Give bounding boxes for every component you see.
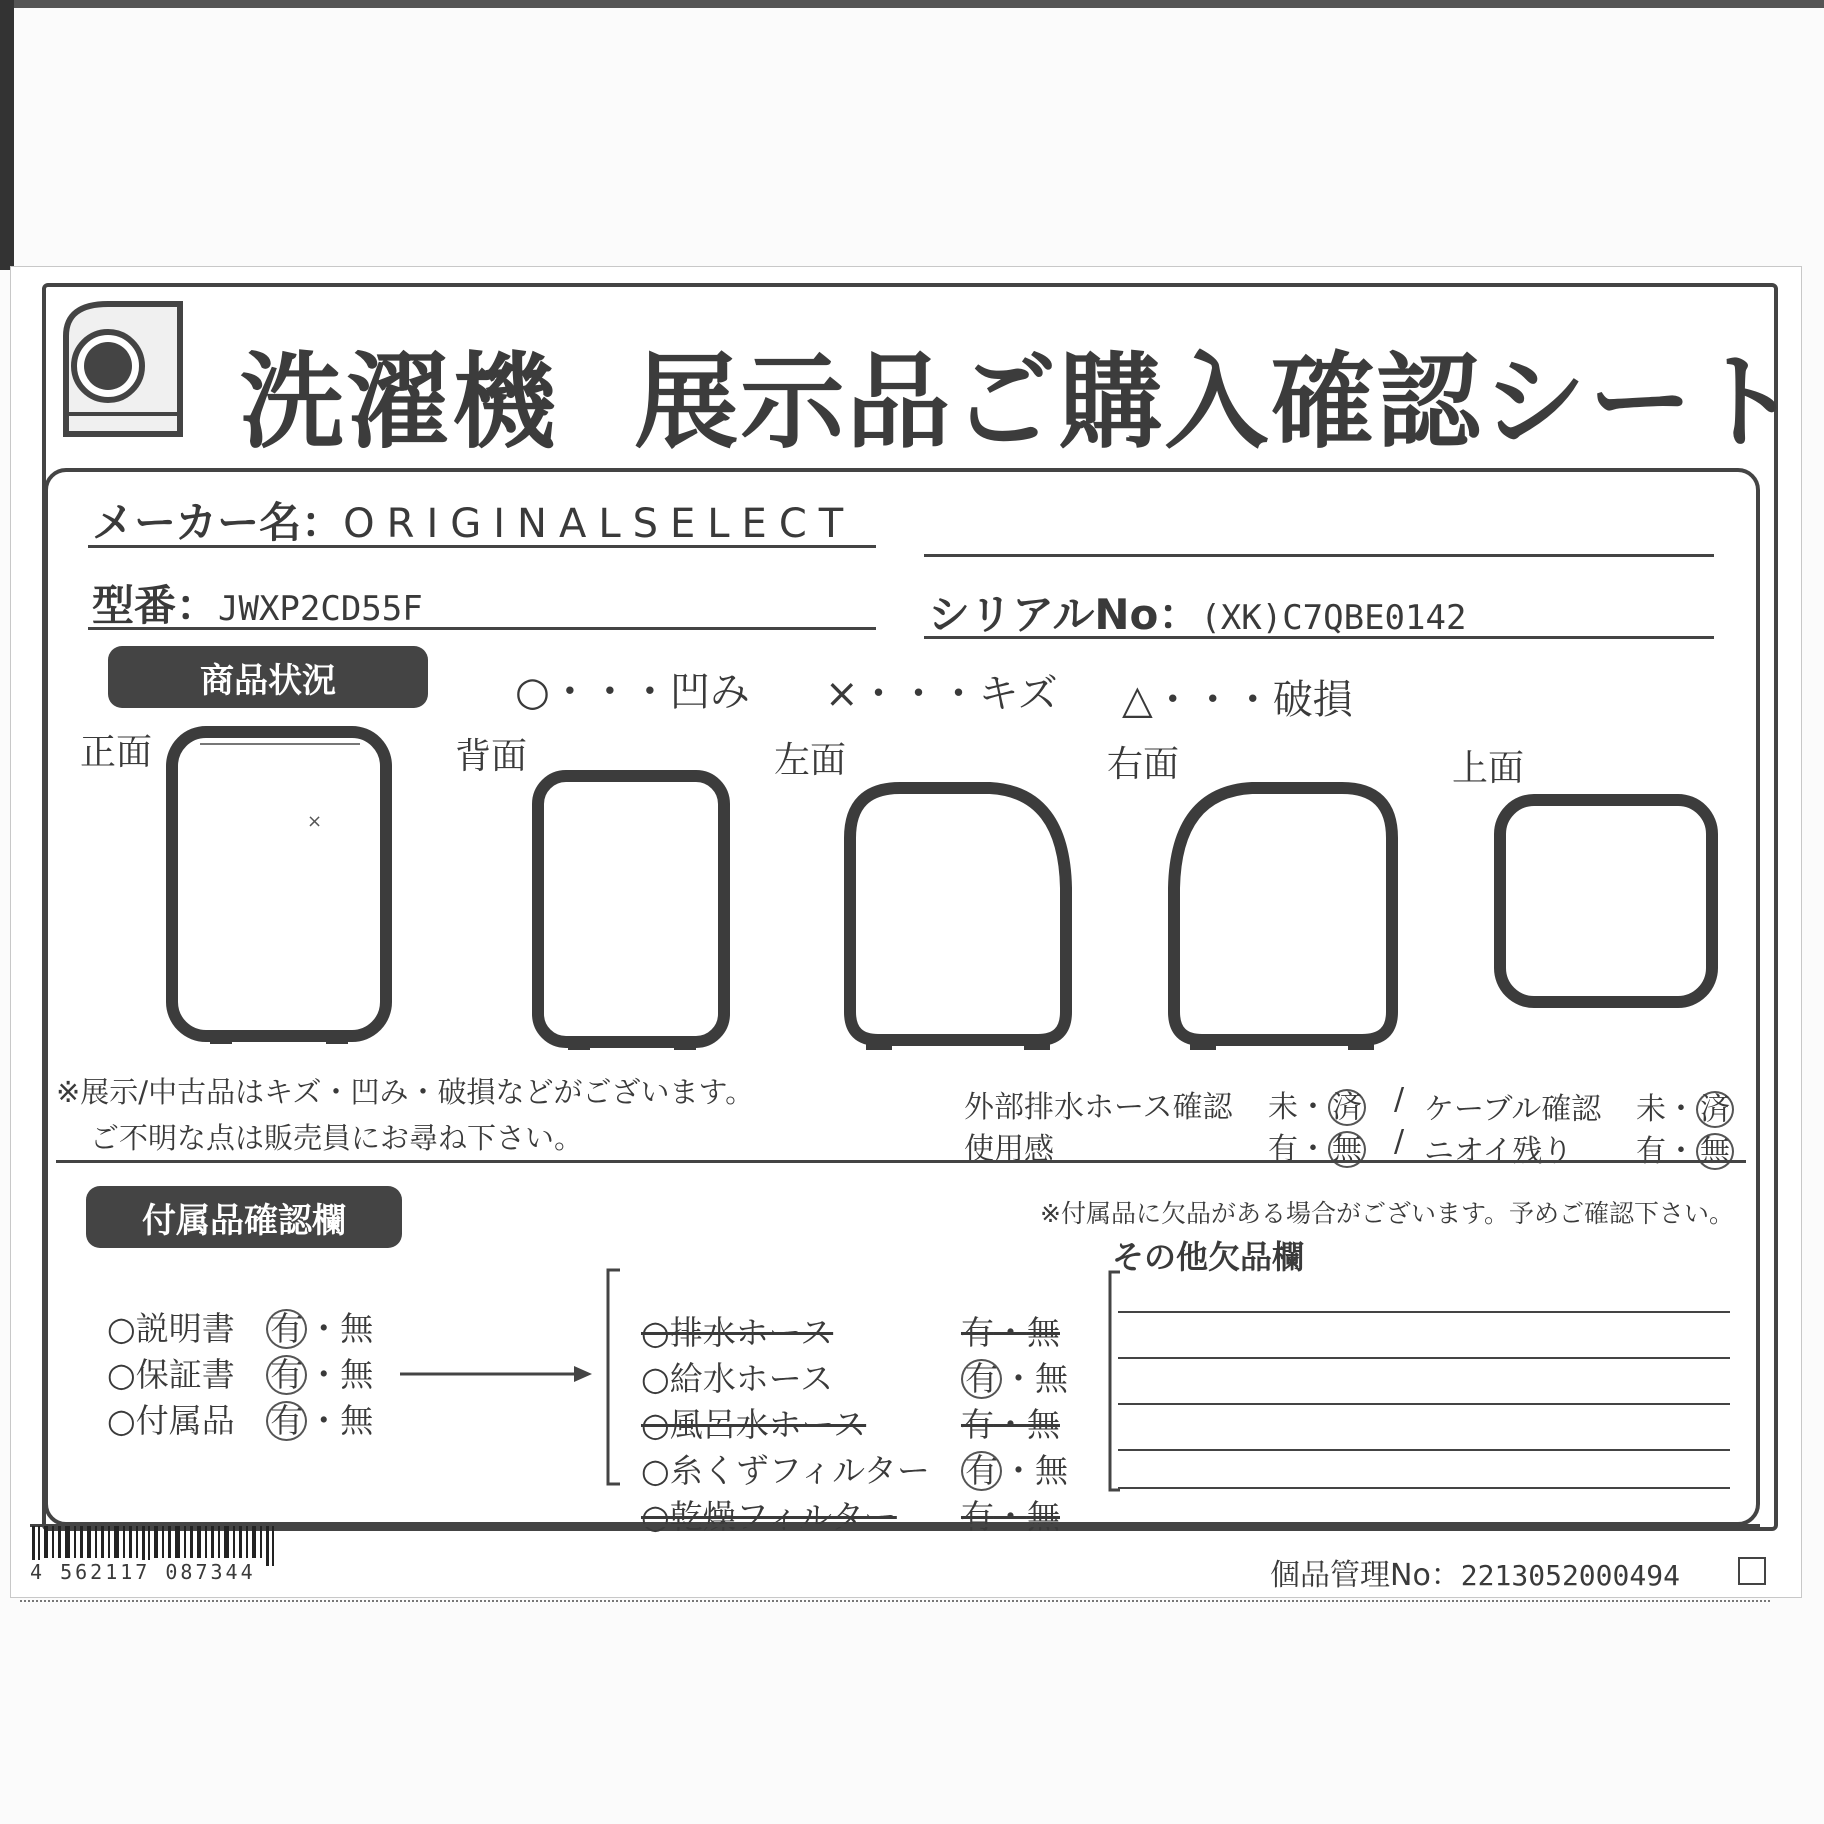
option-separator: ・ [1298, 1090, 1328, 1125]
model-value: JWXP2CD55F [218, 589, 423, 629]
scan-edge-left [0, 0, 14, 270]
perforation-line [20, 1600, 1770, 1602]
legend-dent [515, 660, 750, 717]
check-usage-label: 使用感 [964, 1132, 1054, 1167]
slash-divider: / [1394, 1082, 1405, 1117]
view-label-back: 背面 [455, 736, 528, 777]
view-label-right: 右面 [1107, 744, 1180, 785]
view-label-top: 上面 [1452, 748, 1525, 789]
serial-value: (XK)C7QBE0142 [1200, 598, 1467, 638]
option-yes: 有 [1268, 1132, 1298, 1167]
management-label: 個品管理No： [1270, 1558, 1461, 1593]
condition-heading: 商品状況 [108, 646, 428, 708]
part-label: ○糸くずフィルター [640, 1451, 930, 1490]
legend-symbol: × [825, 671, 859, 717]
option-no: 無 [1026, 1405, 1060, 1444]
option-no: 無 [340, 1401, 374, 1440]
check-odor-options [1636, 1126, 1734, 1170]
back-view-diagram [528, 768, 738, 1058]
part-label: ○乾燥フィルター [640, 1497, 897, 1536]
option-separator: ・ [1666, 1092, 1696, 1127]
option-no: 無 [1026, 1313, 1060, 1352]
extra-rule [924, 554, 1714, 557]
maker-row [92, 490, 855, 550]
model-label: 型番： [92, 581, 219, 630]
option-pending: 未 [1636, 1092, 1666, 1127]
option-no: 無 [340, 1309, 374, 1348]
option-no: 無 [1034, 1359, 1068, 1398]
model-rule [88, 627, 876, 630]
left-view-diagram [840, 778, 1080, 1062]
part-label: ○給水ホース [640, 1359, 834, 1398]
accessory-label: ○付属品 [106, 1401, 235, 1440]
maker-value: ORIGINALSELECT [343, 501, 856, 547]
legend-text: ・・・凹み [549, 669, 750, 715]
option-separator: ・ [993, 1497, 1027, 1536]
legend-text: ・・・破損 [1152, 677, 1353, 723]
option-pending: 未 [1268, 1090, 1298, 1125]
legend-text: ・・・キズ [858, 671, 1058, 717]
option-yes: 有 [960, 1497, 994, 1536]
option-separator: ・ [1001, 1451, 1035, 1490]
other-missing-lines [1106, 1268, 1736, 1494]
check-drain-hose-options [1268, 1082, 1366, 1126]
view-label-left: 左面 [774, 740, 847, 781]
part-label: ○排水ホース [640, 1313, 834, 1352]
serial-row [928, 582, 1466, 642]
footer-rule [30, 1524, 1760, 1527]
accessory-label: ○保証書 [106, 1355, 235, 1394]
option-done-selected: 済 [1696, 1091, 1734, 1128]
scan-edge-top [0, 0, 1824, 8]
option-separator: ・ [1666, 1134, 1696, 1169]
model-row [92, 573, 423, 633]
condition-mark: × [307, 811, 323, 832]
management-value: 2213052000494 [1460, 1559, 1680, 1592]
option-separator: ・ [993, 1313, 1027, 1352]
option-separator: ・ [307, 1401, 341, 1440]
note-line-2: ご不明な点は販売員にお尋ね下さい。 [90, 1121, 584, 1155]
option-separator: ・ [307, 1355, 341, 1394]
barcode-number: 4 562117 087344 [30, 1560, 256, 1584]
section-divider [56, 1160, 1746, 1163]
option-yes: 有 [960, 1313, 994, 1352]
part-label: ○風呂水ホース [640, 1405, 867, 1444]
option-separator: ・ [307, 1309, 341, 1348]
option-yes-selected: 有 [961, 1451, 1002, 1491]
other-missing-heading: その他欠品欄 [1112, 1238, 1305, 1276]
legend-damage [1122, 668, 1353, 725]
check-odor-label: ニオイ残り [1424, 1134, 1573, 1169]
legend-symbol: ○ [515, 669, 550, 715]
accessory-accessories [86, 1356, 373, 1442]
option-yes: 有 [1636, 1134, 1666, 1169]
check-drain-hose-label: 外部排水ホース確認 [964, 1090, 1233, 1125]
option-yes-selected: 有 [266, 1355, 307, 1395]
maker-label: メーカー名： [92, 498, 344, 547]
check-cable-options [1636, 1084, 1734, 1128]
washing-machine-icon [58, 296, 188, 442]
option-done-selected: 済 [1328, 1089, 1366, 1126]
legend-symbol: △ [1122, 677, 1153, 723]
option-yes-selected: 有 [266, 1309, 307, 1349]
slash-divider: / [1394, 1124, 1405, 1159]
accessories-heading: 付属品確認欄 [86, 1186, 402, 1248]
serial-rule [924, 636, 1714, 639]
option-yes-selected: 有 [266, 1401, 307, 1441]
view-label-front: 正面 [80, 732, 153, 773]
right-view-diagram [1162, 778, 1402, 1062]
serial-label: シリアルNo： [928, 590, 1201, 639]
option-separator: ・ [1001, 1359, 1035, 1398]
checkbox[interactable] [1738, 1557, 1766, 1585]
check-cable-label: ケーブル確認 [1424, 1092, 1602, 1127]
option-no: 無 [1026, 1497, 1060, 1536]
option-no: 無 [1034, 1451, 1068, 1490]
option-yes: 有 [960, 1405, 994, 1444]
accessories-note: ※付属品に欠品がある場合がございます。予めご確認下さい。 [1040, 1199, 1734, 1228]
note-line-1: ※展示/中古品はキズ・凹み・破損などがございます。 [56, 1075, 755, 1109]
front-view-diagram [160, 722, 400, 1052]
management-number [1270, 1550, 1680, 1594]
option-separator: ・ [1298, 1132, 1328, 1167]
option-no-selected: 無 [1696, 1133, 1734, 1170]
option-yes-selected: 有 [961, 1359, 1002, 1399]
option-separator: ・ [993, 1405, 1027, 1444]
top-view-diagram [1490, 790, 1724, 1014]
option-no: 無 [340, 1355, 374, 1394]
option-no-selected: 無 [1328, 1131, 1366, 1168]
accessory-label: ○説明書 [106, 1309, 235, 1348]
maker-rule [88, 545, 876, 548]
arrow-right-icon [398, 1362, 594, 1386]
page-title: 洗濯機 展示品ご購入確認シート [240, 341, 1801, 463]
legend-scratch [825, 662, 1058, 719]
